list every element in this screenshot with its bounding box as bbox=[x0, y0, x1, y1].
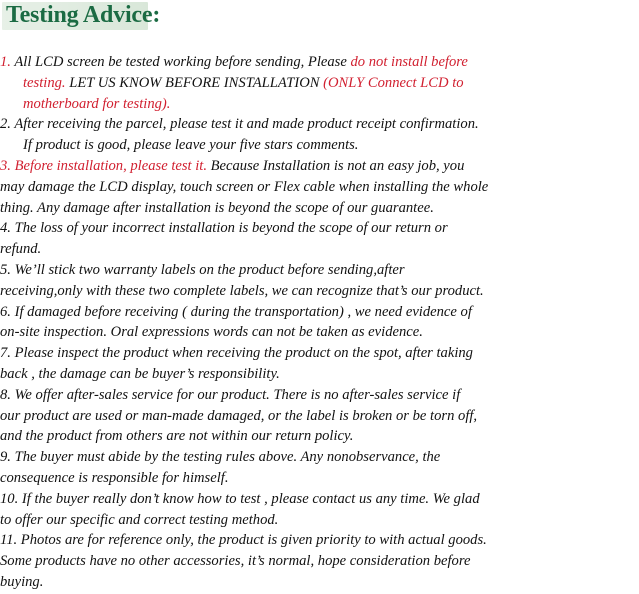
advice-text: may damage the LCD display, touch screen or Flex cable when installing the whole bbox=[0, 178, 489, 195]
advice-line bbox=[0, 156, 639, 177]
advice-line bbox=[0, 239, 639, 260]
advice-text: 6. If damaged before receiving ( during the transportation) , we need evidence of bbox=[0, 303, 472, 320]
advice-text: on-site inspection. Oral expressions words can not be taken as evidence. bbox=[0, 324, 423, 341]
advice-line bbox=[0, 94, 639, 115]
advice-text: our product are used or man-made damaged, or the label is broken or be torn off, bbox=[0, 407, 478, 424]
page-title: Testing Advice: bbox=[6, 2, 161, 28]
advice-text: 7. Please inspect the product when receiving the product on the spot, after taking bbox=[0, 345, 473, 362]
emphasized-text: 1. bbox=[0, 54, 15, 70]
advice-line bbox=[0, 218, 639, 239]
emphasized-text: motherboard for testing). bbox=[23, 95, 171, 112]
advice-text: to offer our specific and correct testing method. bbox=[0, 511, 279, 528]
advice-text: 5. We’ll stick two warranty labels on the product before sending,after bbox=[0, 261, 405, 278]
advice-list bbox=[0, 52, 639, 593]
advice-text: 9. The buyer must abide by the testing rules above. Any nonobservance, the bbox=[0, 449, 441, 466]
advice-text: 8. We offer after-sales service for our product. There is no after-sales service if bbox=[0, 386, 461, 403]
advice-line bbox=[0, 114, 639, 135]
emphasized-text: testing. bbox=[23, 74, 70, 91]
advice-line bbox=[0, 530, 639, 551]
advice-line bbox=[0, 364, 639, 385]
advice-line bbox=[0, 260, 639, 281]
advice-text: LET US KNOW BEFORE INSTALLATION bbox=[69, 74, 324, 91]
advice-line bbox=[0, 52, 639, 73]
advice-text: Because Installation is not an easy job, you bbox=[210, 157, 465, 174]
advice-text: back , the damage can be buyer’s responsibility. bbox=[0, 365, 280, 382]
advice-line bbox=[0, 426, 639, 447]
advice-line bbox=[0, 489, 639, 510]
advice-text: 2. After receiving the parcel, please test it and made product receipt confirmation. bbox=[0, 116, 479, 133]
advice-line bbox=[0, 406, 639, 427]
advice-line bbox=[0, 177, 639, 198]
advice-line bbox=[0, 468, 639, 489]
advice-text: and the product from others are not within our return policy. bbox=[0, 428, 354, 445]
advice-line bbox=[0, 385, 639, 406]
advice-line bbox=[0, 322, 639, 343]
advice-line bbox=[0, 551, 639, 572]
emphasized-text: 3. Before installation, please test it. bbox=[0, 157, 211, 174]
advice-line bbox=[0, 281, 639, 302]
advice-line bbox=[0, 447, 639, 468]
advice-line bbox=[0, 510, 639, 531]
emphasized-text: (ONLY Connect LCD to bbox=[323, 74, 464, 91]
emphasized-text: do not install before bbox=[350, 54, 468, 70]
advice-text: Some products have no other accessories, it’s normal, hope consideration before bbox=[0, 553, 471, 570]
advice-text: buying. bbox=[0, 573, 44, 590]
advice-text: 10. If the buyer really don’t know how to test , please contact us any time. We glad bbox=[0, 490, 480, 507]
advice-line bbox=[0, 198, 639, 219]
advice-text: receiving,only with these two complete labels, we can recognize that’s our product. bbox=[0, 282, 484, 299]
advice-text: consequence is responsible for himself. bbox=[0, 469, 229, 486]
title-highlight bbox=[2, 2, 161, 30]
advice-text: All LCD screen be tested working before sending, Please bbox=[14, 54, 351, 70]
advice-text: thing. Any damage after installation is beyond the scope of our guarantee. bbox=[0, 199, 434, 216]
advice-line bbox=[0, 73, 639, 94]
advice-line bbox=[0, 302, 639, 323]
advice-line bbox=[0, 572, 639, 593]
advice-line bbox=[0, 135, 639, 156]
advice-text: refund. bbox=[0, 241, 42, 258]
advice-line bbox=[0, 343, 639, 364]
advice-text: 11. Photos are for reference only, the product is given priority to with actual goods. bbox=[0, 532, 487, 549]
advice-text: 4. The loss of your incorrect installation is beyond the scope of our return or bbox=[0, 220, 448, 237]
advice-text: If product is good, please leave your five stars comments. bbox=[23, 137, 359, 154]
